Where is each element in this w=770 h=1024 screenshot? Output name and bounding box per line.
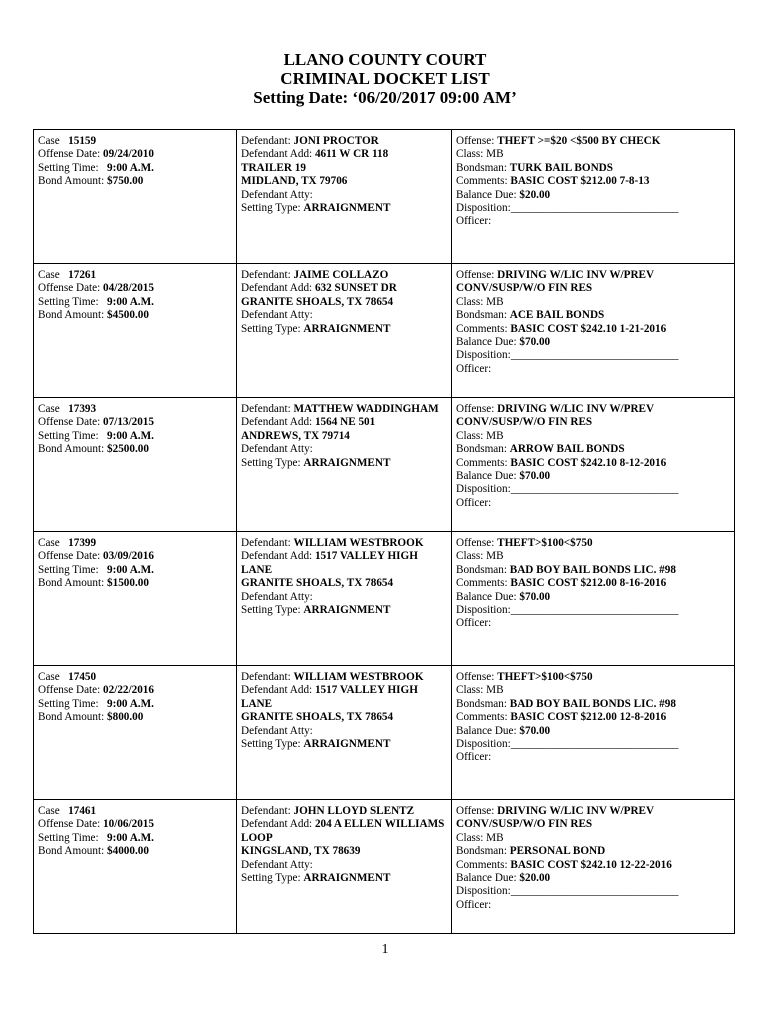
case-label: Case: [38, 269, 60, 281]
setting-type: ARRAIGNMENT: [303, 456, 391, 469]
defendant-cell: [237, 398, 452, 532]
balance-due: $20.00: [519, 872, 551, 885]
bond-amount-label: Bond Amount:: [38, 845, 105, 858]
address-line: 1517 VALLEY HIGH LANE: [241, 684, 418, 710]
offense-cell: [452, 800, 735, 934]
defendant-name: JAIME COLLAZO: [293, 269, 389, 281]
class-label: Class:: [456, 429, 484, 442]
class-label: Class:: [456, 684, 484, 697]
setting-type-label: Setting Type:: [241, 738, 301, 751]
offense-date-label: Offense Date:: [38, 148, 101, 161]
comments-label: Comments:: [456, 322, 508, 335]
defendant-name: MATTHEW WADDINGHAM: [293, 403, 439, 415]
offense-label: Offense:: [456, 537, 495, 549]
officer-line: Officer:: [456, 362, 492, 375]
setting-time: 9:00 A.M.: [107, 161, 154, 174]
case-label: Case: [38, 135, 60, 147]
court-name: LLANO COUNTY COURT: [283, 50, 487, 69]
comments-label: Comments:: [456, 577, 508, 590]
setting-time: 9:00 A.M.: [107, 563, 154, 576]
docket-table: [33, 129, 735, 934]
docket-row: [34, 800, 735, 934]
disposition-line: Disposition:______________________________: [456, 885, 679, 898]
address-line: 1564 NE 501: [314, 416, 376, 429]
officer-line: Officer:: [456, 751, 492, 764]
comments-label: Comments:: [456, 456, 508, 469]
bondsman-label: Bondsman:: [456, 845, 507, 858]
defendant-address-label: Defendant Add:: [241, 416, 313, 429]
setting-type: ARRAIGNMENT: [303, 738, 391, 751]
docket-row: [34, 666, 735, 800]
offense-date: 04/28/2015: [103, 282, 154, 295]
address-line: GRANITE SHOALS, TX 78654: [241, 711, 394, 724]
docket-header: [0, 50, 770, 107]
disposition-line: Disposition:______________________________: [456, 202, 679, 215]
offense: DRIVING W/LIC INV W/PREV CONV/SUSP/W/O FIN RES: [456, 269, 654, 295]
offense: THEFT>$100<$750: [497, 671, 593, 683]
bondsman: BAD BOY BAIL BONDS LIC. #98: [509, 563, 676, 576]
offense-label: Offense:: [456, 403, 495, 415]
defendant-name: JOHN LLOYD SLENTZ: [293, 805, 415, 817]
bondsman: ARROW BAIL BONDS: [509, 443, 625, 456]
balance-due-label: Balance Due:: [456, 724, 517, 737]
defendant-atty-label: Defendant Atty:: [241, 443, 313, 456]
bondsman-label: Bondsman:: [456, 309, 507, 322]
comments: BASIC COST $242.10 1-21-2016: [510, 322, 667, 335]
setting-time: 9:00 A.M.: [107, 697, 154, 710]
offense-cell: [452, 130, 735, 264]
defendant-atty-label: Defendant Atty:: [241, 188, 313, 201]
offense-class: MB: [486, 550, 504, 563]
balance-due: $70.00: [519, 724, 551, 737]
bondsman-label: Bondsman:: [456, 443, 507, 456]
offense-cell: [452, 264, 735, 398]
balance-due: $70.00: [519, 336, 551, 349]
bond-amount: $2500.00: [107, 443, 149, 456]
setting-type: ARRAIGNMENT: [303, 202, 391, 215]
offense: DRIVING W/LIC INV W/PREV CONV/SUSP/W/O FIN RES: [456, 805, 654, 831]
comments-label: Comments:: [456, 711, 508, 724]
setting-time: 9:00 A.M.: [107, 295, 154, 308]
offense-date-label: Offense Date:: [38, 818, 101, 831]
setting-type-label: Setting Type:: [241, 456, 301, 469]
bond-amount-label: Bond Amount:: [38, 309, 105, 322]
balance-due: $20.00: [519, 188, 551, 201]
case-number: 17261: [68, 269, 97, 281]
case-number: 17461: [68, 805, 97, 817]
balance-due: $70.00: [519, 470, 551, 483]
bondsman: TURK BAIL BONDS: [509, 161, 613, 174]
case-number: 15159: [68, 135, 97, 147]
setting-time: 9:00 A.M.: [107, 429, 154, 442]
offense-label: Offense:: [456, 269, 495, 281]
bondsman-label: Bondsman:: [456, 697, 507, 710]
setting-time-label: Setting Time:: [38, 429, 99, 442]
setting-time-label: Setting Time:: [38, 697, 99, 710]
bond-amount: $4000.00: [107, 845, 149, 858]
comments-label: Comments:: [456, 175, 508, 188]
defendant-name: WILLIAM WESTBROOK: [293, 537, 424, 549]
class-label: Class:: [456, 148, 484, 161]
offense-cell: [452, 532, 735, 666]
offense-label: Offense:: [456, 135, 495, 147]
balance-due-label: Balance Due:: [456, 470, 517, 483]
setting-date: Setting Date: ‘06/20/2017 09:00 AM’: [253, 88, 517, 107]
offense-date: 09/24/2010: [103, 148, 154, 161]
defendant-cell: [237, 130, 452, 264]
offense-label: Offense:: [456, 805, 495, 817]
address-line: GRANITE SHOALS, TX 78654: [241, 295, 394, 308]
defendant-address-label: Defendant Add:: [241, 148, 313, 161]
defendant-label: Defendant:: [241, 805, 291, 817]
balance-due-label: Balance Due:: [456, 336, 517, 349]
defendant-label: Defendant:: [241, 135, 291, 147]
address-line: 1517 VALLEY HIGH LANE: [241, 550, 418, 576]
defendant-address-label: Defendant Add:: [241, 550, 313, 563]
bondsman-label: Bondsman:: [456, 563, 507, 576]
address-line: TRAILER 19: [241, 161, 306, 174]
class-label: Class:: [456, 550, 484, 563]
page-number: 1: [381, 942, 389, 957]
offense-class: MB: [486, 295, 504, 308]
offense-class: MB: [486, 148, 504, 161]
offense: THEFT>$100<$750: [497, 537, 593, 549]
bond-amount: $750.00: [107, 175, 144, 188]
defendant-cell: [237, 800, 452, 934]
defendant-name: JONI PROCTOR: [293, 135, 379, 147]
offense: DRIVING W/LIC INV W/PREV CONV/SUSP/W/O FIN RES: [456, 403, 654, 429]
officer-line: Officer:: [456, 617, 492, 630]
officer-line: Officer:: [456, 215, 492, 228]
bond-amount: $4500.00: [107, 309, 149, 322]
address-line: ANDREWS, TX 79714: [241, 429, 350, 442]
defendant-name: WILLIAM WESTBROOK: [293, 671, 424, 683]
setting-type-label: Setting Type:: [241, 604, 301, 617]
comments-label: Comments:: [456, 858, 508, 871]
bond-amount-label: Bond Amount:: [38, 711, 105, 724]
balance-due: $70.00: [519, 590, 551, 603]
case-number: 17399: [68, 537, 97, 549]
offense-date: 10/06/2015: [103, 818, 154, 831]
setting-time-label: Setting Time:: [38, 161, 99, 174]
officer-line: Officer:: [456, 898, 492, 911]
offense-date: 07/13/2015: [103, 416, 154, 429]
bondsman-label: Bondsman:: [456, 161, 507, 174]
offense-date-label: Offense Date:: [38, 416, 101, 429]
defendant-label: Defendant:: [241, 671, 291, 683]
offense-date-label: Offense Date:: [38, 282, 101, 295]
case-cell: [34, 130, 237, 264]
bondsman: BAD BOY BAIL BONDS LIC. #98: [509, 697, 676, 710]
bond-amount-label: Bond Amount:: [38, 175, 105, 188]
defendant-atty-label: Defendant Atty:: [241, 590, 313, 603]
offense-class: MB: [486, 684, 504, 697]
class-label: Class:: [456, 831, 484, 844]
case-label: Case: [38, 805, 60, 817]
setting-type: ARRAIGNMENT: [303, 872, 391, 885]
list-title: CRIMINAL DOCKET LIST: [280, 69, 490, 88]
offense-date: 03/09/2016: [103, 550, 154, 563]
case-cell: [34, 264, 237, 398]
address-line: 632 SUNSET DR: [314, 282, 397, 295]
offense-cell: [452, 398, 735, 532]
case-cell: [34, 666, 237, 800]
offense-class: MB: [486, 429, 504, 442]
balance-due-label: Balance Due:: [456, 188, 517, 201]
address-line: MIDLAND, TX 79706: [241, 175, 348, 188]
offense-date-label: Offense Date:: [38, 684, 101, 697]
defendant-cell: [237, 532, 452, 666]
setting-time-label: Setting Time:: [38, 563, 99, 576]
bond-amount-label: Bond Amount:: [38, 443, 105, 456]
bond-amount: $1500.00: [107, 577, 149, 590]
disposition-line: Disposition:______________________________: [456, 604, 679, 617]
defendant-atty-label: Defendant Atty:: [241, 309, 313, 322]
comments: BASIC COST $242.10 8-12-2016: [510, 456, 667, 469]
defendant-atty-label: Defendant Atty:: [241, 724, 313, 737]
docket-row: [34, 398, 735, 532]
offense-label: Offense:: [456, 671, 495, 683]
defendant-cell: [237, 666, 452, 800]
defendant-address-label: Defendant Add:: [241, 684, 313, 697]
balance-due-label: Balance Due:: [456, 590, 517, 603]
offense-date: 02/22/2016: [103, 684, 154, 697]
comments: BASIC COST $212.00 7-8-13: [510, 175, 650, 188]
setting-type: ARRAIGNMENT: [303, 322, 391, 335]
address-line: 204 A ELLEN WILLIAMS LOOP: [241, 818, 445, 844]
case-number: 17450: [68, 671, 97, 683]
setting-type: ARRAIGNMENT: [303, 604, 391, 617]
defendant-cell: [237, 264, 452, 398]
case-label: Case: [38, 403, 60, 415]
defendant-address-label: Defendant Add:: [241, 282, 313, 295]
disposition-line: Disposition:______________________________: [456, 738, 679, 751]
address-line: 4611 W CR 118: [314, 148, 389, 161]
defendant-label: Defendant:: [241, 537, 291, 549]
setting-type-label: Setting Type:: [241, 872, 301, 885]
case-cell: [34, 532, 237, 666]
class-label: Class:: [456, 295, 484, 308]
offense: THEFT >=$20 <$500 BY CHECK: [497, 135, 661, 147]
offense-class: MB: [486, 831, 504, 844]
case-label: Case: [38, 671, 60, 683]
setting-time-label: Setting Time:: [38, 831, 99, 844]
bondsman: ACE BAIL BONDS: [509, 309, 605, 322]
bondsman: PERSONAL BOND: [509, 845, 606, 858]
balance-due-label: Balance Due:: [456, 872, 517, 885]
offense-cell: [452, 666, 735, 800]
case-label: Case: [38, 537, 60, 549]
setting-type-label: Setting Type:: [241, 202, 301, 215]
defendant-atty-label: Defendant Atty:: [241, 858, 313, 871]
offense-date-label: Offense Date:: [38, 550, 101, 563]
officer-line: Officer:: [456, 496, 492, 509]
disposition-line: Disposition:______________________________: [456, 349, 679, 362]
defendant-label: Defendant:: [241, 403, 291, 415]
address-line: GRANITE SHOALS, TX 78654: [241, 577, 394, 590]
docket-row: [34, 264, 735, 398]
case-number: 17393: [68, 403, 97, 415]
bond-amount-label: Bond Amount:: [38, 577, 105, 590]
setting-time: 9:00 A.M.: [107, 831, 154, 844]
docket-row: [34, 532, 735, 666]
defendant-label: Defendant:: [241, 269, 291, 281]
comments: BASIC COST $242.10 12-22-2016: [510, 858, 672, 871]
comments: BASIC COST $212.00 12-8-2016: [510, 711, 667, 724]
bond-amount: $800.00: [107, 711, 144, 724]
setting-type-label: Setting Type:: [241, 322, 301, 335]
case-cell: [34, 398, 237, 532]
setting-time-label: Setting Time:: [38, 295, 99, 308]
disposition-line: Disposition:______________________________: [456, 483, 679, 496]
address-line: KINGSLAND, TX 78639: [241, 845, 361, 858]
comments: BASIC COST $212.00 8-16-2016: [510, 577, 667, 590]
defendant-address-label: Defendant Add:: [241, 818, 313, 831]
case-cell: [34, 800, 237, 934]
docket-row: [34, 130, 735, 264]
